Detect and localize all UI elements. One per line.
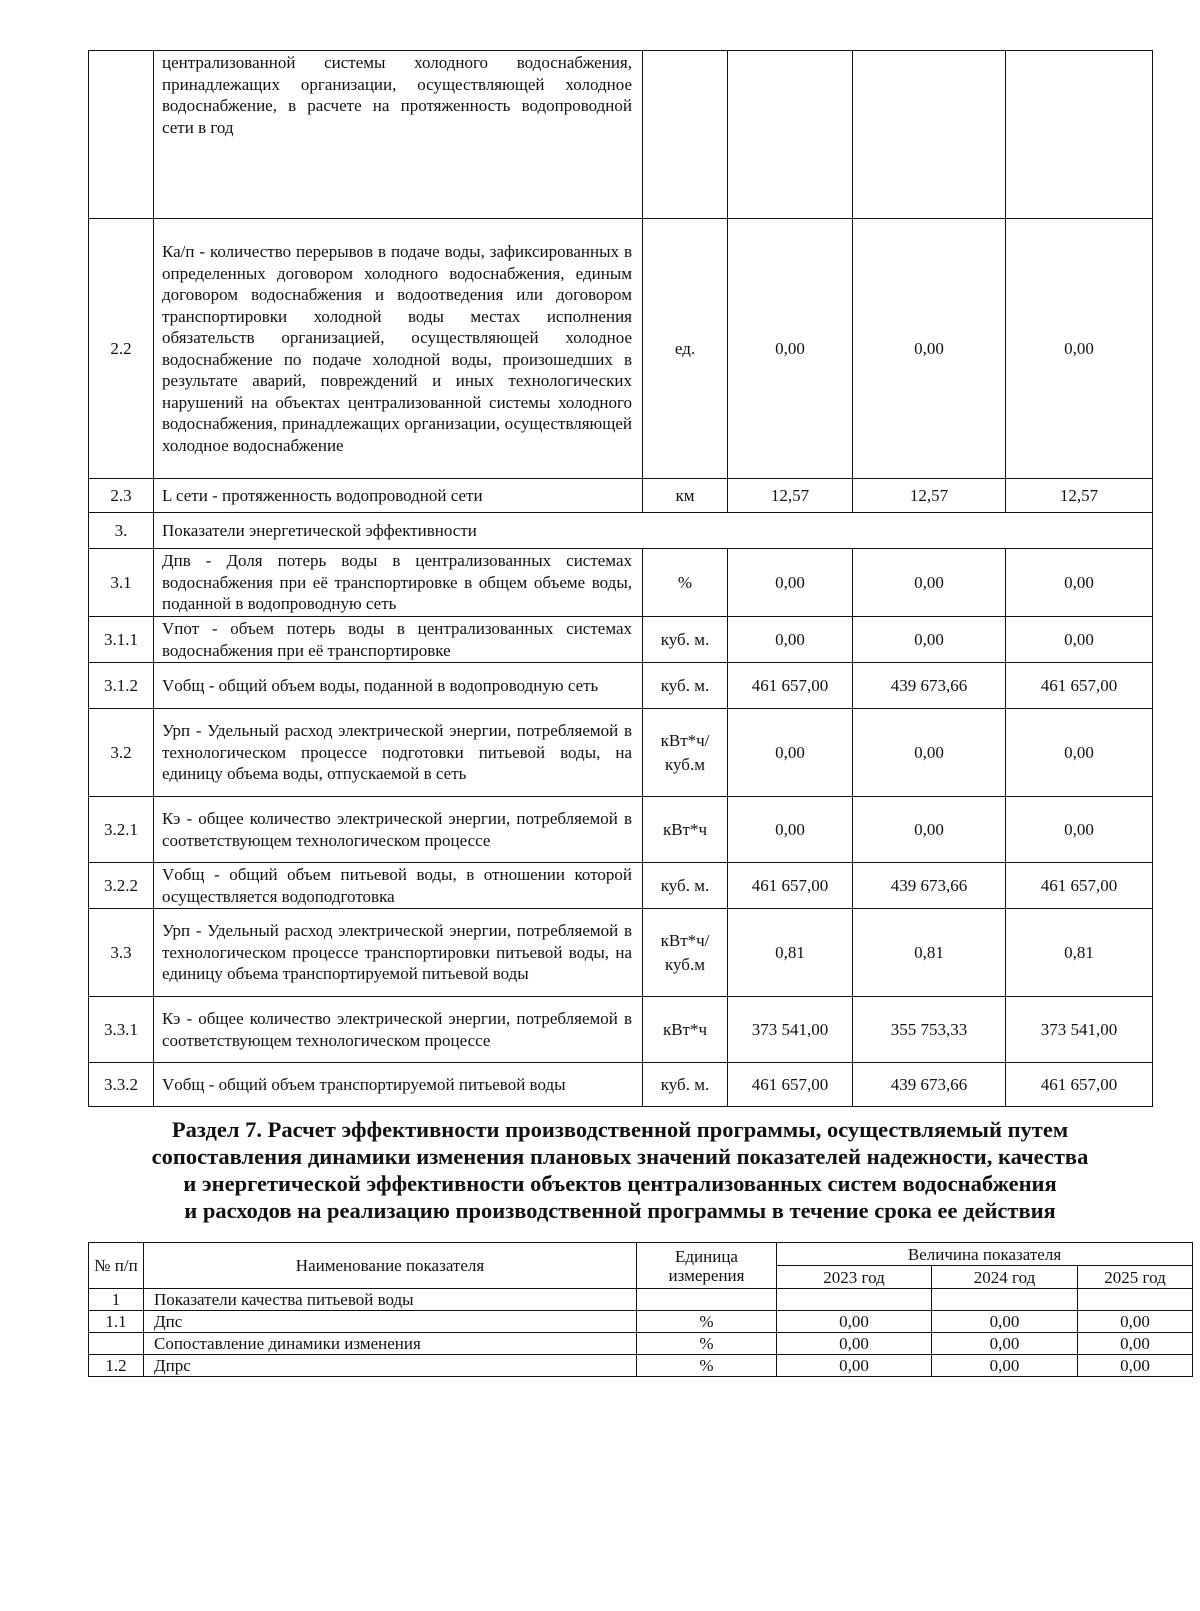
header-value-group: Величина показателя <box>777 1243 1193 1266</box>
unit-cell: ед. <box>643 219 728 479</box>
value-2023: 0,00 <box>728 617 853 663</box>
unit-cell: % <box>637 1333 777 1355</box>
unit-cell: % <box>637 1311 777 1333</box>
indicator-name: Сопоставление динамики изменения <box>144 1333 637 1355</box>
value-2025: 0,00 <box>1006 219 1153 479</box>
table-row <box>89 219 1153 479</box>
indicator-name: Урп - Удельный расход электрической энергии, потребляемой в технологическом процессе транспортировки питьевой воды, на единицу объема транспортируемой питьевой воды <box>154 909 643 997</box>
value-2025: 0,00 <box>1006 709 1153 797</box>
value-2024: 355 753,33 <box>853 997 1006 1063</box>
indicator-name: централизованной системы холодного водоснабжения, принадлежащих организации, осуществляющей холодное водоснабжение, в расчете на протяженность водопроводной сети в год <box>154 51 643 219</box>
row-number: 3.1.2 <box>89 663 154 709</box>
row-number <box>89 51 154 219</box>
value-2023: 0,00 <box>777 1333 932 1355</box>
row-number: 3.3 <box>89 909 154 997</box>
indicator-name: Урп - Удельный расход электрической энергии, потребляемой в технологическом процессе подготовки питьевой воды, на единицу объема воды, отпускаемой в сеть <box>154 709 643 797</box>
row-number: 2.2 <box>89 219 154 479</box>
row-number: 2.3 <box>89 479 154 513</box>
value-2023: 0,00 <box>728 797 853 863</box>
value-2025 <box>1078 1289 1193 1311</box>
row-number: 3.3.2 <box>89 1063 154 1107</box>
unit-cell: кВт*ч <box>643 997 728 1063</box>
table-row <box>89 1333 1193 1355</box>
value-2023: 0,00 <box>777 1311 932 1333</box>
unit-cell: куб. м. <box>643 1063 728 1107</box>
heading-line: и расходов на реализацию производственной программы в течение срока ее действия <box>184 1198 1056 1223</box>
heading-line: и энергетической эффективности объектов централизованных систем водоснабжения <box>183 1171 1057 1196</box>
row-number: 3.2.2 <box>89 863 154 909</box>
value-2025 <box>1006 51 1153 219</box>
value-2025: 0,00 <box>1006 797 1153 863</box>
value-2023 <box>728 51 853 219</box>
unit-cell: кВт*ч <box>643 797 728 863</box>
unit-cell <box>637 1289 777 1311</box>
row-number: 3.3.1 <box>89 997 154 1063</box>
table-row <box>89 1355 1193 1377</box>
value-2025: 461 657,00 <box>1006 663 1153 709</box>
indicator-name: L сети - протяженность водопроводной сети <box>154 479 643 513</box>
value-2023: 0,00 <box>777 1355 932 1377</box>
unit-cell: куб. м. <box>643 863 728 909</box>
indicator-name: Дпс <box>144 1311 637 1333</box>
heading-line: сопоставления динамики изменения плановых значений показателей надежности, качества <box>151 1144 1089 1169</box>
value-2023 <box>777 1289 932 1311</box>
indicator-name: Показатели качества питьевой воды <box>144 1289 637 1311</box>
value-2023: 12,57 <box>728 479 853 513</box>
row-number: 3.2 <box>89 709 154 797</box>
value-2023: 461 657,00 <box>728 663 853 709</box>
value-2024 <box>853 51 1006 219</box>
header-year-2024: 2024 год <box>932 1266 1078 1289</box>
table-row <box>89 997 1153 1063</box>
row-number: 3.1.1 <box>89 617 154 663</box>
unit-cell: км <box>643 479 728 513</box>
table-row <box>89 1063 1153 1107</box>
value-2025: 0,00 <box>1078 1355 1193 1377</box>
table-row <box>89 863 1153 909</box>
header-unit: Единица измерения <box>637 1243 777 1289</box>
table-row <box>89 1311 1193 1333</box>
row-number: 3.2.1 <box>89 797 154 863</box>
unit-cell <box>643 51 728 219</box>
value-2024 <box>932 1289 1078 1311</box>
row-number: 3.1 <box>89 549 154 617</box>
value-2025: 0,00 <box>1078 1311 1193 1333</box>
indicator-name: Дпрс <box>144 1355 637 1377</box>
table-row <box>89 797 1153 863</box>
section-row <box>89 513 1153 549</box>
table-row <box>89 51 1153 219</box>
value-2024: 0,00 <box>932 1355 1078 1377</box>
indicator-name: Дпв - Доля потерь воды в централизованных системах водоснабжения при её транспортировке в общем объеме воды, поданной в водопроводную сеть <box>154 549 643 617</box>
table-row <box>89 617 1153 663</box>
value-2024: 0,81 <box>853 909 1006 997</box>
indicator-name: Vобщ - общий объем транспортируемой питьевой воды <box>154 1063 643 1107</box>
value-2024: 0,00 <box>853 617 1006 663</box>
row-number: 1.1 <box>89 1311 144 1333</box>
efficiency-table <box>88 1242 1193 1377</box>
indicator-name: Кэ - общее количество электрической энергии, потребляемой в соответствующем технологическом процессе <box>154 997 643 1063</box>
unit-cell: куб. м. <box>643 617 728 663</box>
value-2024: 0,00 <box>853 219 1006 479</box>
value-2023: 0,00 <box>728 549 853 617</box>
value-2023: 461 657,00 <box>728 863 853 909</box>
header-indicator-name: Наименование показателя <box>144 1243 637 1289</box>
value-2023: 373 541,00 <box>728 997 853 1063</box>
value-2025: 0,00 <box>1006 549 1153 617</box>
unit-cell: кВт*ч/ куб.м <box>643 709 728 797</box>
unit-cell: куб. м. <box>643 663 728 709</box>
header-year-2023: 2023 год <box>777 1266 932 1289</box>
indicator-name: Vпот - объем потерь воды в централизованных системах водоснабжения при её транспортировке <box>154 617 643 663</box>
indicators-table-continued <box>88 50 1153 1107</box>
value-2023: 461 657,00 <box>728 1063 853 1107</box>
header-year-2025: 2025 год <box>1078 1266 1193 1289</box>
value-2024: 12,57 <box>853 479 1006 513</box>
value-2025: 461 657,00 <box>1006 1063 1153 1107</box>
value-2023: 0,00 <box>728 219 853 479</box>
unit-cell: % <box>637 1355 777 1377</box>
value-2024: 0,00 <box>932 1311 1078 1333</box>
row-number <box>89 1333 144 1355</box>
section-title: Показатели энергетической эффективности <box>154 513 1153 549</box>
value-2024: 439 673,66 <box>853 863 1006 909</box>
indicator-name: Vобщ - общий объем воды, поданной в водопроводную сеть <box>154 663 643 709</box>
value-2024: 0,00 <box>853 709 1006 797</box>
section-7-heading <box>100 1116 1140 1224</box>
value-2024: 0,00 <box>853 549 1006 617</box>
value-2023: 0,00 <box>728 709 853 797</box>
value-2024: 439 673,66 <box>853 663 1006 709</box>
value-2025: 0,00 <box>1078 1333 1193 1355</box>
row-number: 1 <box>89 1289 144 1311</box>
table-row <box>89 909 1153 997</box>
section-number: 3. <box>89 513 154 549</box>
value-2023: 0,81 <box>728 909 853 997</box>
value-2025: 0,81 <box>1006 909 1153 997</box>
header-number: № п/п <box>89 1243 144 1289</box>
indicator-name: Кэ - общее количество электрической энергии, потребляемой в соответствующем технологическом процессе <box>154 797 643 863</box>
value-2025: 461 657,00 <box>1006 863 1153 909</box>
value-2025: 12,57 <box>1006 479 1153 513</box>
indicator-name: Vобщ - общий объем питьевой воды, в отношении которой осуществляется водоподготовка <box>154 863 643 909</box>
table-row <box>89 709 1153 797</box>
row-number: 1.2 <box>89 1355 144 1377</box>
table-row <box>89 479 1153 513</box>
heading-line: Раздел 7. Расчет эффективности производственной программы, осуществляемый путем <box>171 1117 1069 1142</box>
value-2024: 0,00 <box>853 797 1006 863</box>
value-2025: 0,00 <box>1006 617 1153 663</box>
unit-cell: кВт*ч/ куб.м <box>643 909 728 997</box>
table-row <box>89 1289 1193 1311</box>
table-row <box>89 663 1153 709</box>
indicator-name: Ка/п - количество перерывов в подаче воды, зафиксированных в определенных договором холодного водоснабжения, единым договором водоснабжения и водоотведения или договором транспортировки холодной воды местах исполнения обязательств организацией, осуществляющей холодное водоснабжение по подаче холодной воды, произошедших в результате аварий, повреждений и иных технологических нарушений на объектах централизованной системы холодного водоснабжения, принадлежащих организации, осуществляющей холодное водоснабжение <box>154 219 643 479</box>
table-row <box>89 549 1153 617</box>
value-2024: 439 673,66 <box>853 1063 1006 1107</box>
value-2024: 0,00 <box>932 1333 1078 1355</box>
value-2025: 373 541,00 <box>1006 997 1153 1063</box>
unit-cell: % <box>643 549 728 617</box>
